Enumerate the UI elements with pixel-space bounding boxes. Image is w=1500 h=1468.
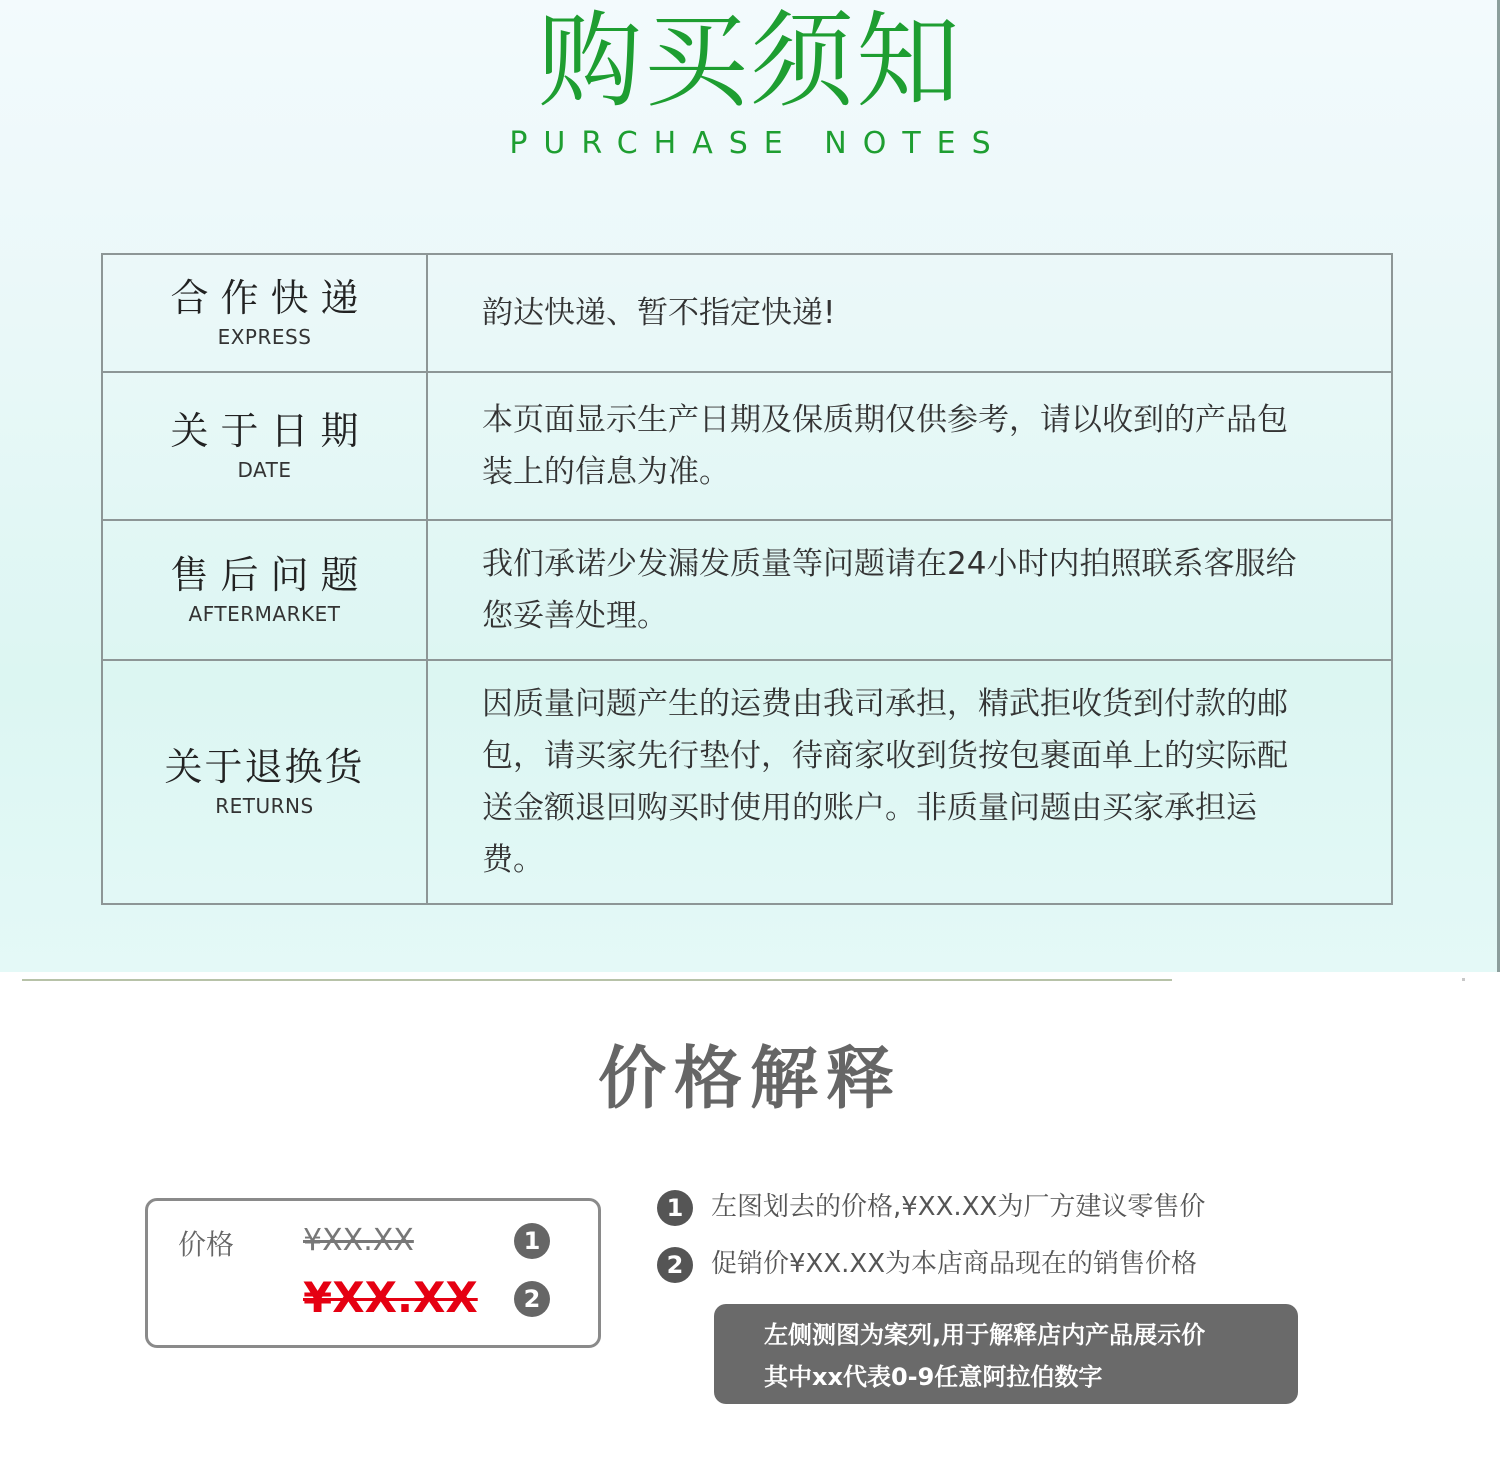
label-cn: 关于日期 (170, 409, 371, 453)
note-line: 左侧测图为案列,用于解释店内产品展示价 (764, 1321, 1206, 1349)
price-explanation-2 (657, 1246, 1197, 1282)
price-note-box (714, 1304, 1298, 1404)
price-example-box (145, 1198, 601, 1348)
row-content: 本页面显示生产日期及保质期仅供参考，请以收到的产品包装上的信息为准。 (427, 372, 1392, 520)
label-cn: 关于退换货 (164, 745, 365, 789)
section-divider (22, 979, 1172, 981)
number-two-badge-icon: 2 (657, 1247, 693, 1283)
page-subtitle: PURCHASE NOTES (509, 126, 1007, 161)
row-content: 韵达快递、暂不指定快递! (427, 254, 1392, 372)
row-label (102, 372, 427, 520)
explanation-text: 左图划去的价格,¥XX.XX为厂方建议零售价 (711, 1192, 1206, 1222)
label-cn: 售后问题 (170, 553, 371, 597)
row-content: 因质量问题产生的运费由我司承担，精武拒收货到付款的邮包，请买家先行垫付，待商家收到货按包裹面单上的实际配送金额退回购买时使用的账户。非质量问题由买家承担运费。 (427, 660, 1392, 904)
price-section-title: 价格解释 (597, 1040, 902, 1119)
promo-price: ¥XX.XX (303, 1273, 478, 1322)
table-row (102, 254, 1392, 372)
row-label (102, 254, 427, 372)
original-price: ¥XX.XX (303, 1223, 414, 1258)
label-en: DATE (237, 458, 292, 482)
price-explanation-1 (657, 1189, 1205, 1225)
price-label: 价格 (178, 1228, 235, 1261)
number-one-badge-icon: 1 (657, 1190, 693, 1226)
number-one-badge-icon: 1 (514, 1223, 550, 1259)
label-en: AFTERMARKET (188, 602, 341, 626)
table-row (102, 660, 1392, 904)
number-two-badge-icon: 2 (514, 1281, 550, 1317)
label-en: RETURNS (215, 794, 314, 818)
table-row (102, 372, 1392, 520)
table-row (102, 520, 1392, 660)
row-label (102, 520, 427, 660)
note-line: 其中xx代表0-9任意阿拉伯数字 (764, 1363, 1103, 1391)
label-cn: 合作快递 (170, 276, 371, 320)
label-en: EXPRESS (217, 325, 312, 349)
notes-table (101, 253, 1393, 905)
row-label (102, 660, 427, 904)
explanation-text: 促销价¥XX.XX为本店商品现在的销售价格 (711, 1249, 1198, 1279)
page-title: 购买须知 (537, 0, 962, 122)
decorative-dot (1462, 978, 1465, 981)
row-content: 我们承诺少发漏发质量等问题请在24小时内拍照联系客服给您妥善处理。 (427, 520, 1392, 660)
